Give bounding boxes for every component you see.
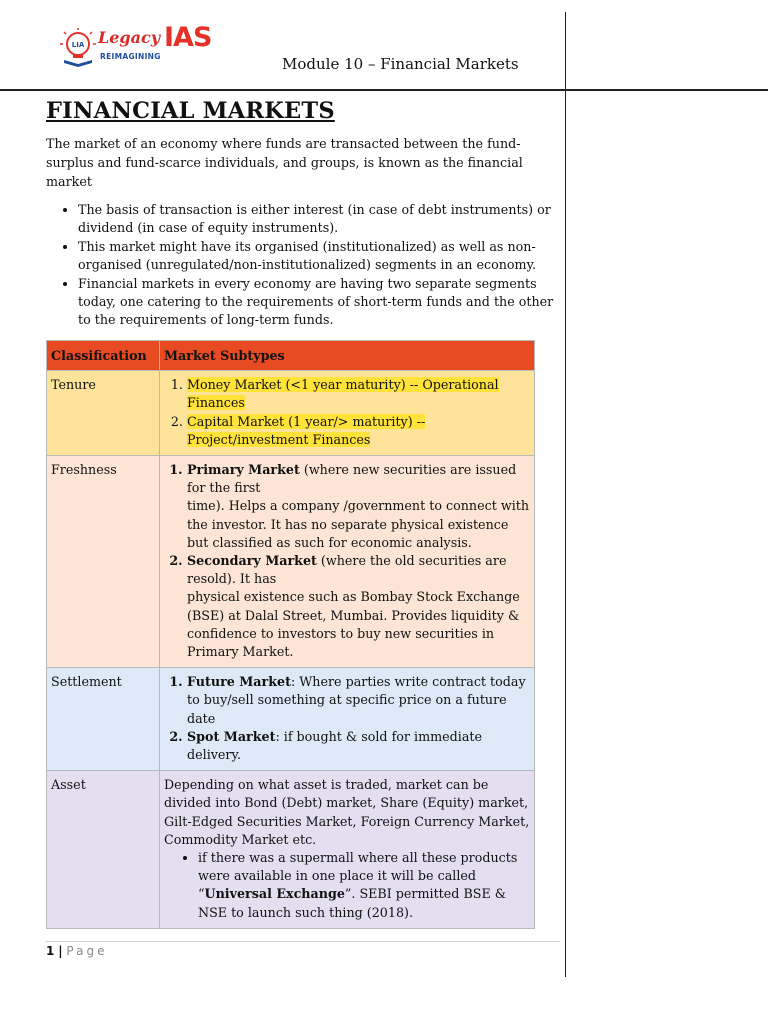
highlighted-text: Money Market (<1 year maturity) -- Operational Finances xyxy=(187,377,499,411)
asset-bullet-list xyxy=(164,849,530,922)
lightbulb-badge-icon xyxy=(60,28,96,68)
footer-divider xyxy=(46,941,560,942)
row-label: Tenure xyxy=(47,371,160,456)
asset-description: Depending on what asset is traded, market can be divided into Bond (Debt) market, Share (Equity) market, Gilt-Edged Securities Market, Foreign Currency Market, Commodity Market etc. xyxy=(164,777,530,847)
list-item xyxy=(187,461,530,552)
list-item xyxy=(187,728,530,764)
bullet-item: • The basis of transaction is either interest (in case of debt instruments) or dividend (in case of equity instruments). xyxy=(78,201,554,238)
term-spot-market: Spot Market xyxy=(187,728,276,744)
highlighted-text: Capital Market (1 year/> maturity) -- Project/investment Finances xyxy=(187,413,426,447)
header-divider xyxy=(0,89,768,91)
list-item xyxy=(187,376,530,412)
term-description: physical existence such as Bombay Stock Exchange (BSE) at Dalal Street, Mumbai. Provides liquidity & confidence to investors to buy new securities in Primary Market. xyxy=(187,589,520,660)
row-label: Settlement xyxy=(47,668,160,771)
table-header-row xyxy=(47,341,535,371)
logo-tagline: REIMAGINING xyxy=(100,52,161,61)
logo-text-legacy: Legacy xyxy=(98,28,161,47)
bullet-item: • Financial markets in every economy are having two separate segments today, one catering to the requirements of short-term funds and the other to the requirements of long-term funds. xyxy=(78,275,554,330)
row-content xyxy=(160,771,535,929)
header-market-subtypes: Market Subtypes xyxy=(160,341,535,371)
page-title: FINANCIAL MARKETS xyxy=(46,98,335,124)
module-title: Module 10 – Financial Markets xyxy=(282,55,519,73)
list-item xyxy=(187,673,530,728)
page-margin-line xyxy=(565,12,566,977)
document-body xyxy=(46,98,554,330)
logo-badge-text: LIA xyxy=(71,41,85,49)
header-classification: Classification xyxy=(47,341,160,371)
page-number: 1 xyxy=(46,944,55,958)
term-secondary-market: Secondary Market xyxy=(187,553,317,569)
intro-paragraph: The market of an economy where funds are transacted between the fund-surplus and fund-scarce individuals, and groups, is known as the financial market xyxy=(46,136,523,189)
term-primary-market: Primary Market xyxy=(187,462,300,478)
table-row-settlement xyxy=(47,668,535,771)
market-classification-table xyxy=(46,340,535,929)
term-description: (where the old securities are resold). It has xyxy=(187,553,507,587)
table-row-freshness xyxy=(47,456,535,668)
row-content xyxy=(160,668,535,771)
legacy-ias-logo xyxy=(60,22,212,76)
term-description: : if bought & sold for immediate delivery. xyxy=(187,728,483,763)
term-universal-exchange: Universal Exchange xyxy=(204,886,345,902)
term-future-market: Future Market xyxy=(187,674,291,690)
list-item xyxy=(187,552,530,661)
page-separator: | xyxy=(58,944,63,958)
bullet-text: ”. SEBI permitted BSE & NSE to launch such thing (2018). xyxy=(198,886,507,920)
row-label: Asset xyxy=(47,771,160,929)
table-row-tenure xyxy=(47,371,535,456)
term-description: : Where parties write contract today to buy/sell something at specific price on a future date xyxy=(187,674,526,726)
bullet-item: • This market might have its organised (institutionalized) as well as non-organised (unregulated/non-institutionalized) segments in an economy. xyxy=(78,238,554,275)
term-description: (where new securities are issued for the first xyxy=(187,462,517,496)
page-footer xyxy=(46,944,107,958)
page-label: Page xyxy=(66,944,108,958)
list-item xyxy=(187,413,530,449)
row-content xyxy=(160,456,535,668)
term-description: time). Helps a company /government to connect with the investor. It has no separate physical existence but classified as such for economic analysis. xyxy=(187,498,530,550)
bullet-text: if there was a supermall where all these products were available in one place it will be called “ xyxy=(198,850,518,902)
bullet-list xyxy=(46,201,554,330)
row-label: Freshness xyxy=(47,456,160,668)
row-content xyxy=(160,371,535,456)
list-item xyxy=(198,849,530,922)
logo-text-ias: IAS xyxy=(164,22,212,53)
table-row-asset xyxy=(47,771,535,929)
